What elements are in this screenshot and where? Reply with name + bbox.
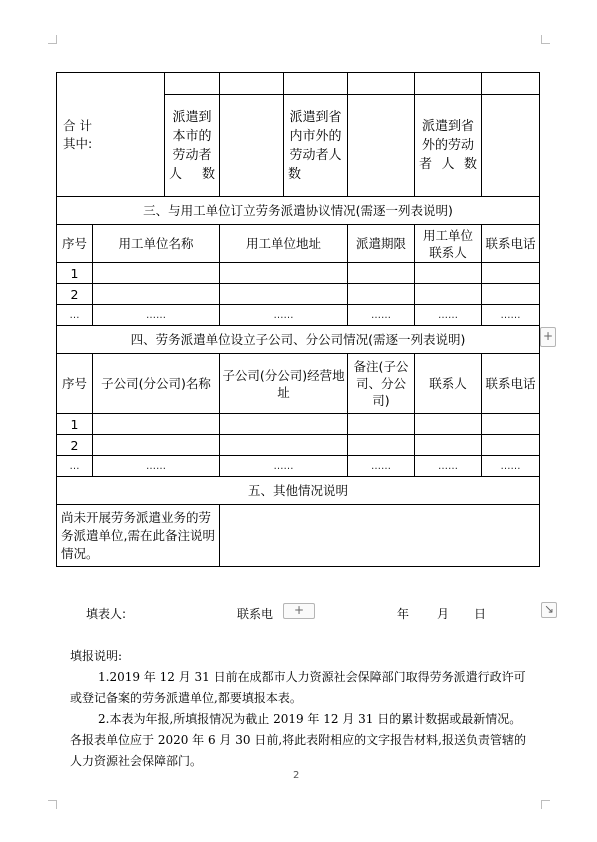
table-row — [57, 263, 540, 284]
month-label: 月 — [437, 607, 450, 621]
instruction-item-1: 1.2019 年 12 月 31 日前在成都市人力资源社会保障部门取得劳务派遣行政许可或登记备案的劳务派遣单位,都要填报本表。 — [70, 670, 526, 705]
header-subsidiary-name: 子公司(分公司)名称 — [93, 354, 220, 414]
resize-table-handle[interactable]: ↘ — [541, 602, 557, 618]
row-seq: 1 — [57, 263, 93, 284]
row-seq: … — [57, 456, 93, 477]
corner-mark-top-left — [48, 35, 57, 44]
input-cell[interactable] — [93, 435, 220, 456]
section3-title: 三、与用工单位订立劳务派遣协议情况(需逐一列表说明) — [57, 197, 540, 225]
section4-header-row — [57, 354, 540, 414]
ellipsis-cell: …… — [482, 305, 540, 326]
table-row — [57, 456, 540, 477]
ellipsis-cell: …… — [415, 305, 482, 326]
section5-note-input[interactable] — [220, 505, 540, 567]
col-local-label: 派遣到本市的劳动者人数 — [165, 95, 220, 197]
input-cell[interactable] — [482, 73, 540, 95]
instruction-item-2: 2.本表为年报,所填报情况为截止 2019 年 12 月 31 日的累计数据或最新情况。各报表单位应于 2020 年 6 月 30 日前,将此表附相应的文字报告材料,报送负责管辖的人力资源社会保障部门。 — [70, 712, 526, 768]
input-cell[interactable] — [93, 263, 220, 284]
header-contact: 联系人 — [415, 354, 482, 414]
col-province-label: 派遣到省内市外的劳动者人数 — [284, 95, 348, 197]
corner-mark-top-right — [541, 35, 550, 44]
summary-label-cell — [57, 73, 165, 197]
corner-mark-bottom-left — [48, 800, 57, 809]
contact-label: 联系电 — [237, 607, 274, 621]
ellipsis-cell: …… — [220, 456, 348, 477]
instructions-title: 填报说明: — [70, 649, 123, 663]
input-cell[interactable] — [348, 414, 415, 435]
add-column-button[interactable]: + — [540, 327, 556, 347]
input-cell[interactable] — [348, 284, 415, 305]
input-cell[interactable] — [93, 284, 220, 305]
day-label: 日 — [474, 607, 487, 621]
input-cell[interactable] — [415, 263, 482, 284]
instructions — [70, 646, 530, 772]
table-row — [57, 284, 540, 305]
input-cell[interactable] — [415, 414, 482, 435]
summary-total-label: 合 计 — [63, 117, 92, 133]
report-table — [56, 72, 540, 567]
header-contact: 用工单位联系人 — [415, 225, 482, 263]
input-cell[interactable] — [284, 73, 348, 95]
add-row-button[interactable]: + — [283, 603, 315, 619]
section5-note-label: 尚未开展劳务派遣业务的劳务派遣单位,需在此备注说明情况。 — [57, 505, 220, 567]
input-cell[interactable] — [348, 263, 415, 284]
input-cell[interactable] — [93, 414, 220, 435]
input-cell[interactable] — [220, 414, 348, 435]
input-cell[interactable] — [220, 284, 348, 305]
header-phone: 联系电话 — [482, 225, 540, 263]
table-row — [57, 435, 540, 456]
summary-of-which-label: 其中: — [63, 135, 93, 151]
row-seq: 2 — [57, 435, 93, 456]
input-cell[interactable] — [220, 435, 348, 456]
header-seq: 序号 — [57, 354, 93, 414]
row-seq: … — [57, 305, 93, 326]
header-employer-address: 用工单位地址 — [220, 225, 348, 263]
year-label: 年 — [397, 607, 410, 621]
input-cell[interactable] — [165, 73, 220, 95]
input-cell[interactable] — [482, 284, 540, 305]
input-cell[interactable] — [415, 284, 482, 305]
ellipsis-cell: …… — [415, 456, 482, 477]
header-phone: 联系电话 — [482, 354, 540, 414]
table-row — [57, 414, 540, 435]
input-cell[interactable] — [482, 95, 540, 197]
ellipsis-cell: …… — [93, 305, 220, 326]
input-cell[interactable] — [482, 263, 540, 284]
input-cell[interactable] — [220, 263, 348, 284]
input-cell[interactable] — [220, 95, 284, 197]
header-remark: 备注(子公司、分公司) — [348, 354, 415, 414]
input-cell[interactable] — [348, 73, 415, 95]
input-cell[interactable] — [482, 414, 540, 435]
page-number: 2 — [293, 770, 300, 781]
ellipsis-cell: …… — [348, 456, 415, 477]
row-seq: 1 — [57, 414, 93, 435]
input-cell[interactable] — [415, 73, 482, 95]
header-subsidiary-address: 子公司(分公司)经营地址 — [220, 354, 348, 414]
corner-mark-bottom-right — [541, 800, 550, 809]
header-term: 派遣期限 — [348, 225, 415, 263]
input-cell[interactable] — [415, 435, 482, 456]
ellipsis-cell: …… — [220, 305, 348, 326]
ellipsis-cell: …… — [482, 456, 540, 477]
header-seq: 序号 — [57, 225, 93, 263]
input-cell[interactable] — [348, 95, 415, 197]
ellipsis-cell: …… — [93, 456, 220, 477]
header-employer-name: 用工单位名称 — [93, 225, 220, 263]
filler-label: 填表人: — [86, 607, 127, 621]
ellipsis-cell: …… — [348, 305, 415, 326]
section4-title: 四、劳务派遣单位设立子公司、分公司情况(需逐一列表说明) — [57, 326, 540, 354]
section5-title: 五、其他情况说明 — [57, 477, 540, 505]
input-cell[interactable] — [220, 73, 284, 95]
input-cell[interactable] — [482, 435, 540, 456]
table-row — [57, 305, 540, 326]
input-cell[interactable] — [348, 435, 415, 456]
col-outside-label: 派遣到省外的劳动者人数 — [415, 95, 482, 197]
section3-header-row — [57, 225, 540, 263]
row-seq: 2 — [57, 284, 93, 305]
